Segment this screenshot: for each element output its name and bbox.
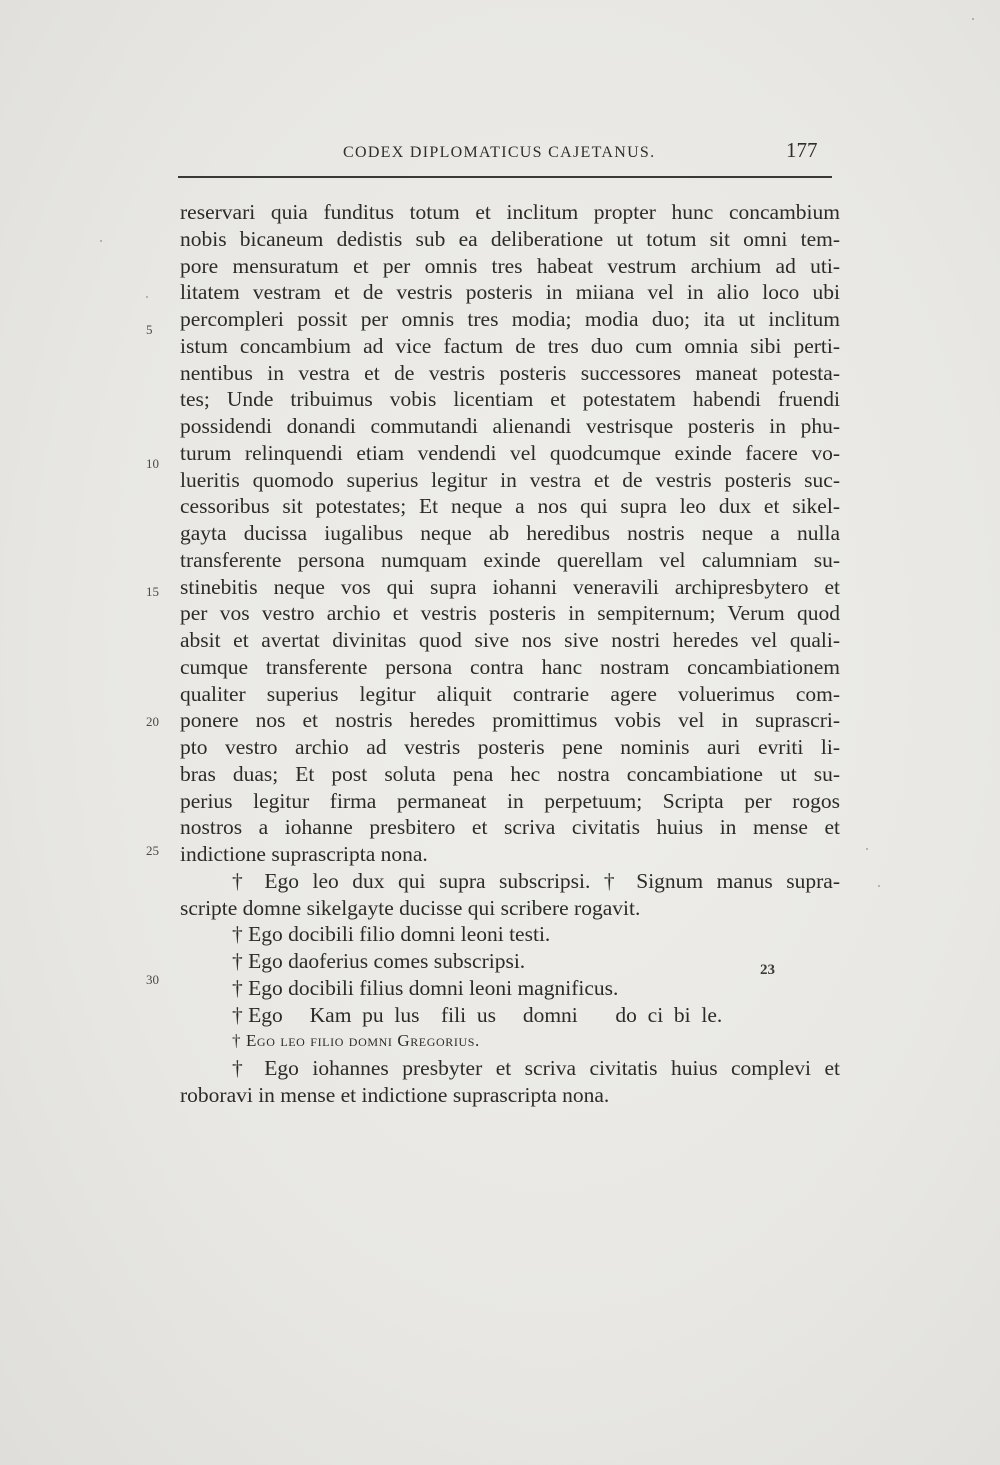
text-line: nostros a iohanne presbitero et scriva civitatis huius in mense et: [180, 815, 840, 840]
text-line: qualiter superius legitur aliquit contrarie agere voluerimus com-: [180, 681, 840, 706]
text-line: nobis bicaneum dedistis sub ea deliberatione ut totum sit omni tem-: [180, 226, 840, 251]
running-title: CODEX DIPLOMATICUS CAJETANUS.: [343, 144, 656, 161]
text-line: transferente persona numquam exinde querellam vel calumniam su-: [180, 547, 840, 572]
text-line: stinebitis neque vos qui supra iohanni veneravili archipresbytero et: [180, 574, 840, 599]
header-rule: [178, 176, 832, 178]
paper-speck: [100, 240, 102, 242]
text-line: ponere nos et nostris heredes promittimus vobis vel in suprascri-: [180, 708, 840, 733]
text-line: cessoribus sit potestates; Et neque a nos qui supra leo dux et sikel-: [180, 494, 840, 519]
text-line: absit et avertat divinitas quod sive nos sive nostri heredes vel quali-: [180, 628, 840, 652]
text-line: cumque transferente persona contra hanc nostram concambiationem: [180, 654, 840, 679]
page-number: 177: [786, 138, 818, 162]
subscription-line: † Ego leo filio domni Gregorius.: [232, 1031, 480, 1051]
text-line: possidendi donandi commutandi alienandi vestrisque posteris in phu-: [180, 414, 840, 438]
text-line: pore mensuratum et per omnis tres habeat vestrum archium ad uti-: [180, 253, 840, 278]
subscription-line: scripte domne sikelgayte ducisse qui scribere rogavit.: [180, 895, 641, 920]
text-line: indictione suprascripta nona.: [180, 842, 428, 866]
line-number: 30: [146, 972, 159, 987]
text-line: nentibus in vestra et de vestris posteris successores maneat potesta-: [180, 360, 840, 385]
paper-speck: [972, 18, 974, 20]
line-number: 25: [146, 843, 159, 858]
line-number: 10: [146, 456, 159, 471]
subscription-line: † Ego iohannes presbyter et scriva civitatis huius complevi et: [232, 1056, 840, 1080]
text-line: istum concambium ad vice factum de tres duo cum omnia sibi perti-: [180, 333, 840, 358]
subscription-line: † Ego leo dux qui supra subscripsi. † Signum manus supra-: [232, 868, 840, 893]
subscription-line: † Ego daoferius comes subscripsi.: [232, 949, 526, 973]
text-line: litatem vestram et de vestris posteris in miiana vel in alio loco ubi: [180, 280, 840, 305]
text-line: reservari quia funditus totum et inclitum propter hunc concambium: [180, 200, 840, 224]
subscription-line: roboravi in mense et indictione suprascripta nona.: [180, 1082, 610, 1107]
text-line: lueritis quomodo superius legitur in vestra et de vestris posteris suc-: [180, 467, 840, 492]
signature-mark: 23: [760, 962, 775, 978]
subscription-line: † Ego docibili filio domni leoni testi.: [232, 922, 551, 947]
line-number: 15: [146, 584, 159, 599]
line-number: 5: [146, 322, 153, 337]
subscription-line: † Ego Kam pu lus fili us domni do ci bi le.: [232, 1002, 723, 1027]
paper-speck: [146, 296, 148, 298]
paper-speck: [878, 885, 880, 887]
text-line: bras duas; Et post soluta pena hec nostra concambiatione ut su-: [180, 761, 840, 786]
text-line: turum relinquendi etiam vendendi vel quodcumque exinde facere vo-: [180, 440, 840, 465]
text-line: perius legitur firma permaneat in perpetuum; Scripta per rogos: [180, 788, 840, 813]
document-body: [180, 199, 840, 1109]
line-number: 20: [146, 714, 159, 729]
text-line: gayta ducissa iugalibus neque ab heredibus nostris neque a nulla: [180, 521, 840, 545]
text-line: pto vestro archio ad vestris posteris pene nominis auri evriti li-: [180, 735, 840, 759]
paper-speck: [866, 848, 868, 850]
text-line: tes; Unde tribuimus vobis licentiam et potestatem habendi fruendi: [180, 387, 840, 412]
subscription-line: † Ego docibili filius domni leoni magnificus.: [232, 975, 619, 1000]
text-line: percompleri possit per omnis tres modia; modia duo; ita ut inclitum: [180, 307, 840, 331]
text-line: per vos vestro archio et vestris posteris in sempiternum; Verum quod: [180, 601, 840, 626]
